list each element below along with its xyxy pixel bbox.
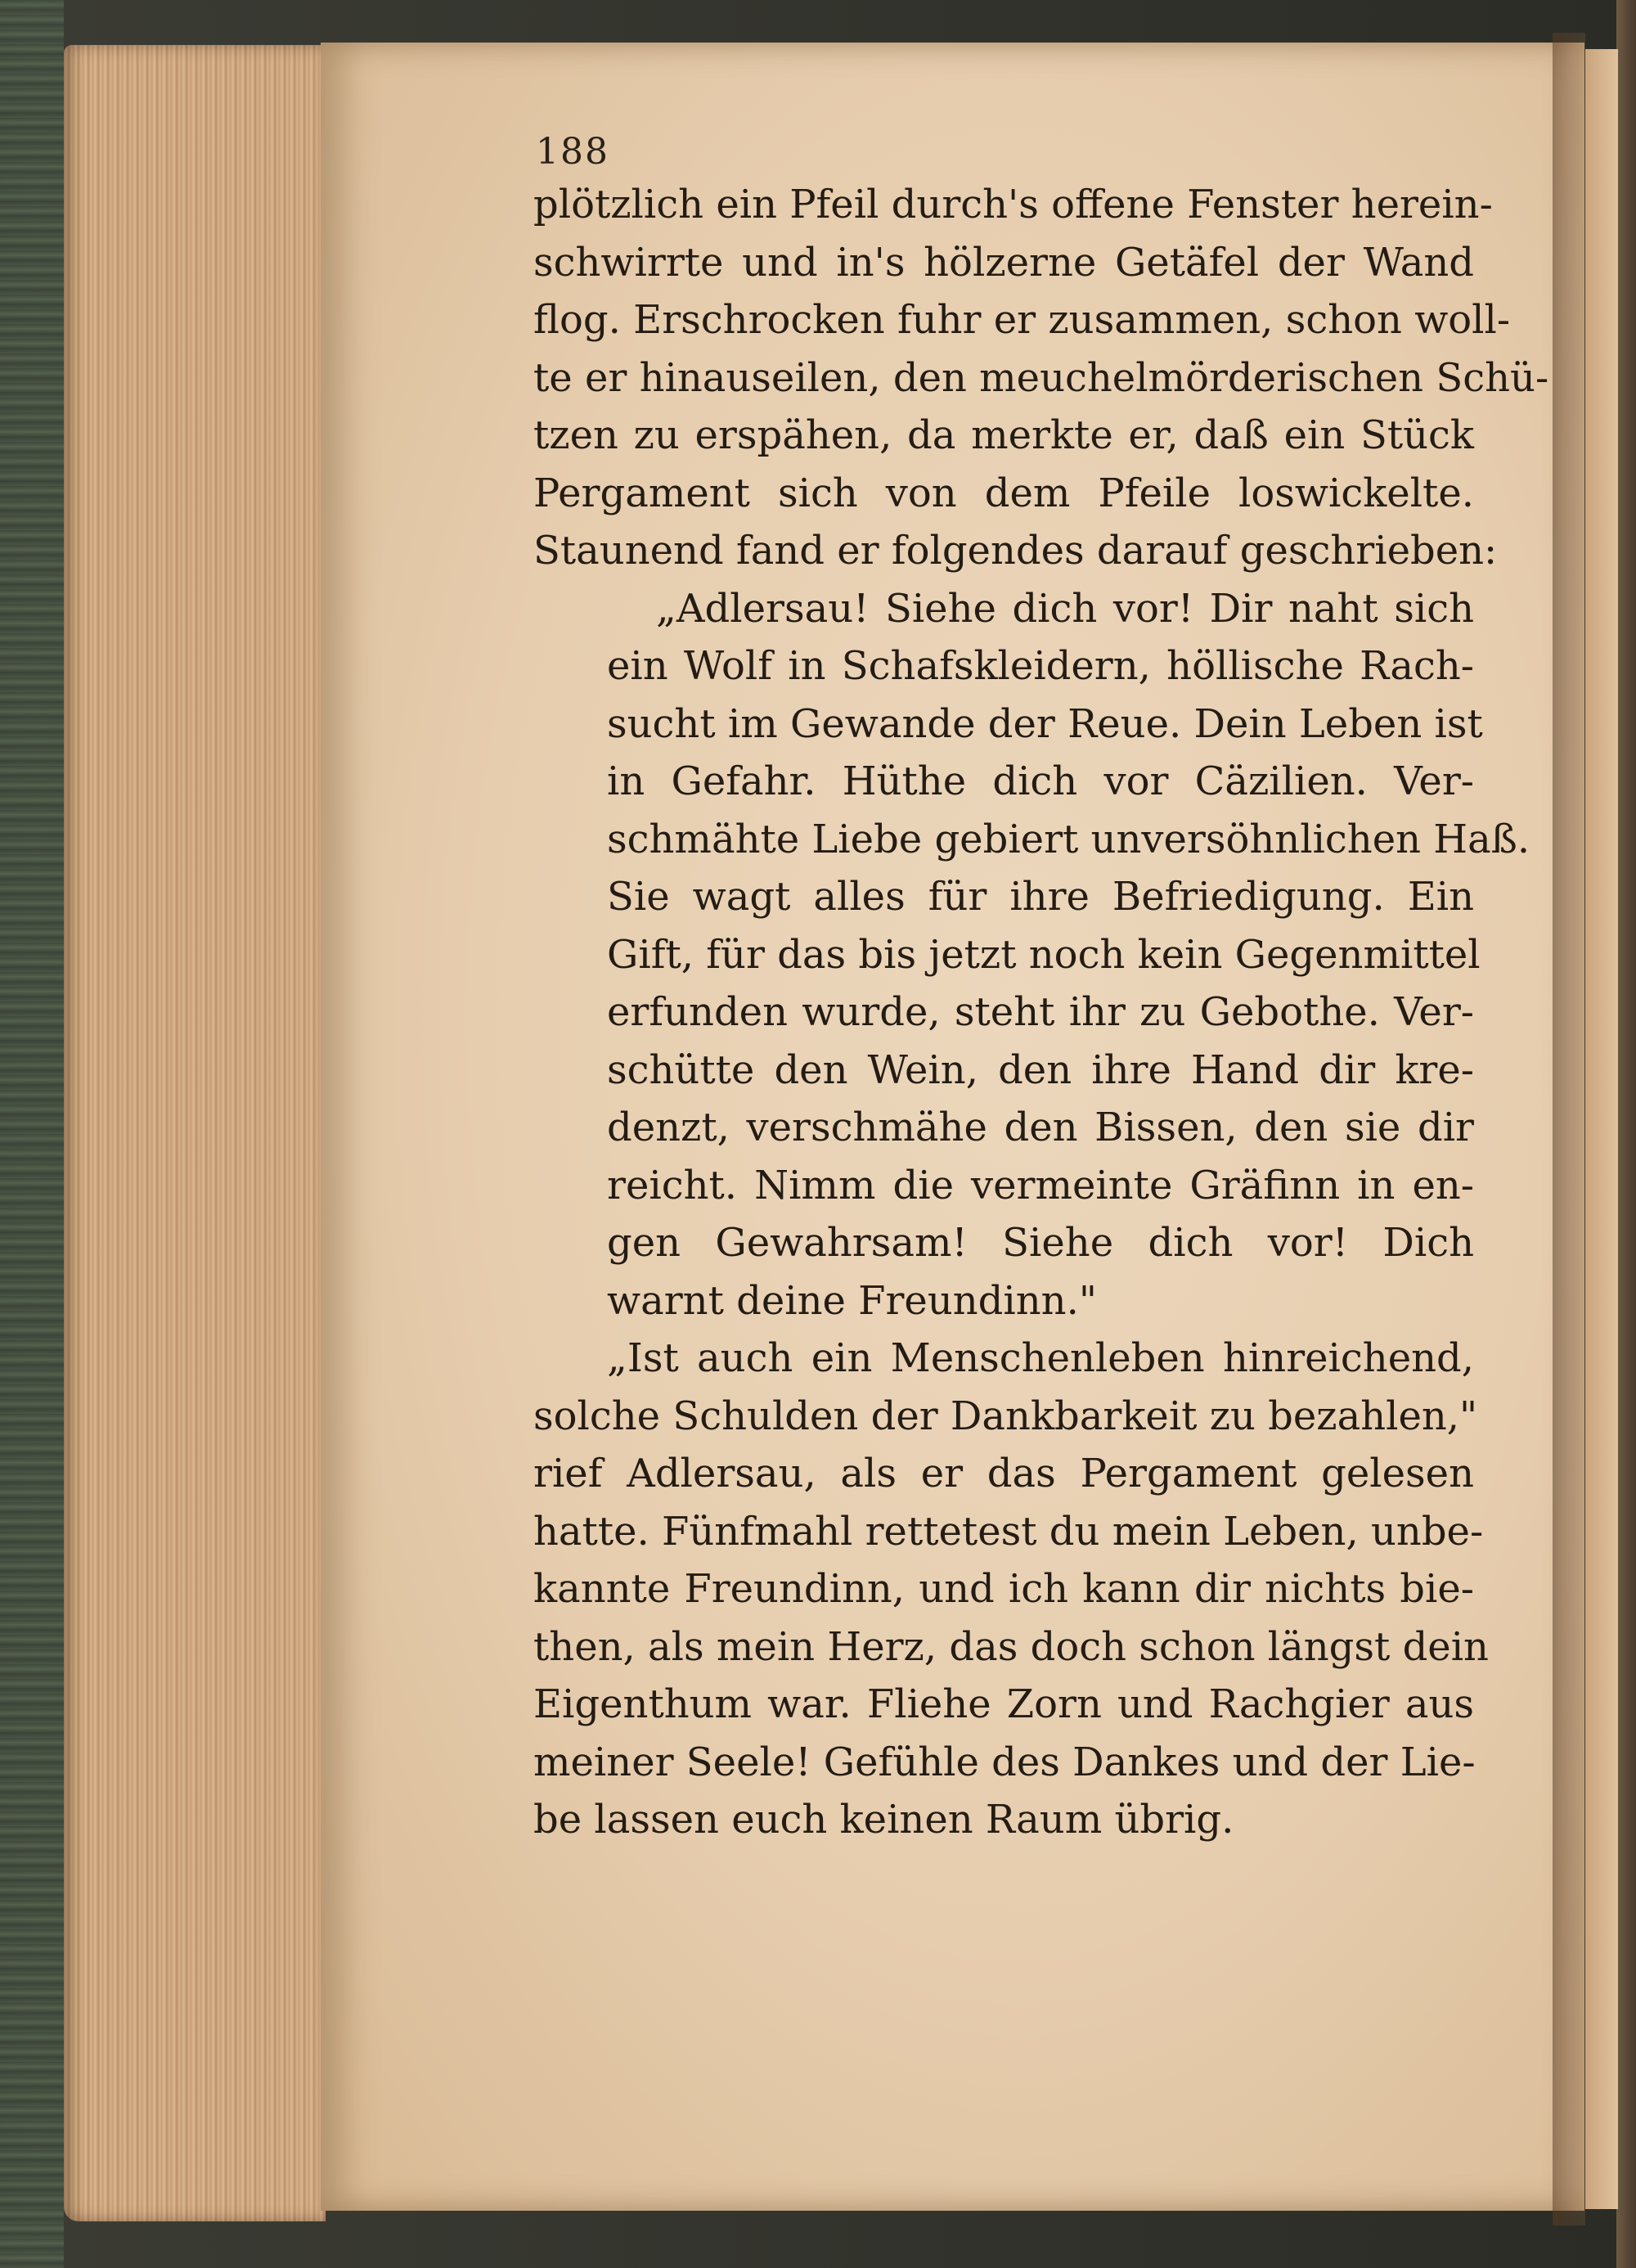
text-line: ein Wolf in Schafskleidern, höllische Rach- bbox=[607, 643, 1474, 689]
text-line: schwirrte und in's hölzerne Getäfel der Wand bbox=[533, 239, 1474, 286]
text-line: erfunden wurde, steht ihr zu Gebothe. Ver- bbox=[607, 989, 1474, 1035]
text-line: flog. Erschrocken fuhr er zusammen, schon woll- bbox=[533, 297, 1511, 343]
book-cover-right-edge bbox=[1616, 0, 1636, 2268]
text-line: schmähte Liebe gebiert unversöhnlichen Haß. bbox=[607, 816, 1530, 862]
facing-page-edge bbox=[1585, 49, 1618, 2209]
page-stack bbox=[64, 45, 326, 2221]
text-line: warnt deine Freundinn." bbox=[607, 1277, 1097, 1324]
text-line: tzen zu erspähen, da merkte er, daß ein Stück bbox=[533, 412, 1474, 458]
text-line: te er hinauseilen, den meuchelmörderischen Schü- bbox=[533, 354, 1549, 401]
text-line: sucht im Gewande der Reue. Dein Leben ist bbox=[607, 700, 1483, 747]
text-line: Staunend fand er folgendes darauf geschrieben: bbox=[533, 528, 1498, 574]
text-line: in Gefahr. Hüthe dich vor Cäzilien. Ver- bbox=[607, 758, 1474, 804]
book-cover-edge bbox=[0, 0, 64, 2268]
text-line: „Adlersau! Siehe dich vor! Dir naht sich bbox=[656, 585, 1474, 632]
text-line: gen Gewahrsam! Siehe dich vor! Dich bbox=[607, 1220, 1474, 1266]
text-line: be lassen euch keinen Raum übrig. bbox=[533, 1797, 1234, 1843]
text-line: Sie wagt alles für ihre Befriedigung. Ein bbox=[607, 874, 1474, 920]
text-line: Gift, für das bis jetzt noch kein Gegenmittel bbox=[607, 931, 1481, 978]
paragraph-1 bbox=[533, 176, 1549, 580]
text-line: Eigenthum war. Fliehe Zorn und Rachgier aus bbox=[533, 1681, 1474, 1727]
text-line: denzt, verschmähe den Bissen, den sie dir bbox=[607, 1105, 1474, 1150]
paragraph-2 bbox=[533, 1330, 1489, 1849]
text-line: schütte den Wein, den ihre Hand dir kre- bbox=[607, 1046, 1474, 1093]
text-line: „Ist auch ein Menschenleben hinreichend, bbox=[607, 1335, 1474, 1381]
text-line: Pergament sich von dem Pfeile loswickelte. bbox=[533, 470, 1474, 516]
letter-quote bbox=[533, 580, 1530, 1330]
text-line: reicht. Nimm die vermeinte Gräfinn in en- bbox=[607, 1162, 1474, 1208]
book-gutter bbox=[1553, 33, 1585, 2225]
text-line: solche Schulden der Dankbarkeit zu bezahlen," bbox=[533, 1393, 1478, 1439]
page-number: 188 bbox=[536, 131, 609, 173]
page-text bbox=[533, 176, 1549, 1849]
text-line: hatte. Fünfmahl rettetest du mein Leben, unbe- bbox=[533, 1508, 1484, 1555]
text-line: kannte Freundinn, und ich kann dir nichts bie- bbox=[533, 1566, 1474, 1612]
text-line: rief Adlersau, als er das Pergament gelesen bbox=[533, 1451, 1474, 1496]
text-line: meiner Seele! Gefühle des Dankes und der Lie- bbox=[533, 1739, 1476, 1785]
text-line: plötzlich ein Pfeil durch's offene Fenster herein- bbox=[533, 182, 1493, 227]
text-line: then, als mein Herz, das doch schon längst dein bbox=[533, 1623, 1489, 1670]
